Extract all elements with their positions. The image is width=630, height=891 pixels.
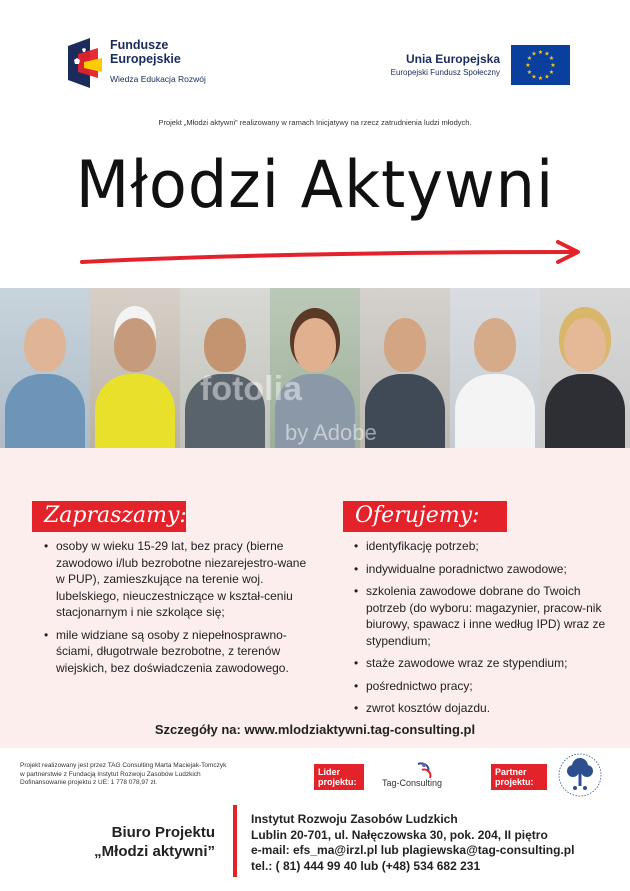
photo-doctor [450,288,540,448]
lider-name: Tag-Consulting [381,778,443,788]
funding-note-line1: Projekt realizowany jest przez TAG Consulting Marta Maciejak-Tomczyk [20,762,227,769]
list-item: • staże zawodowe wraz ze stypendium; [352,655,612,672]
photo-young-man [180,288,270,448]
svg-text:★: ★ [537,75,544,82]
partner-badge-line2: projektu: [495,777,534,787]
offer-list [352,538,612,723]
partner-badge [491,764,547,790]
list-item: • identyfikację potrzeb; [352,538,612,555]
svg-text:★: ★ [544,50,550,58]
fundusze-europejskie-logo [68,38,102,88]
list-item: • osoby w wieku 15-29 lat, bez pracy (bierne zawodowo i/lub bezrobotne niezarejestro-wane w PUP), zamieszkujące na terenie woj. lubelskiego, nieuczestniczące w kształ-ceniu stacjonarnym i nie szkolące się; [42,538,312,621]
funding-note [20,762,280,788]
svg-text:★: ★ [537,49,544,56]
project-note: Projekt „Młodzi aktywni” realizowany w ramach Inicjatywy na rzecz zatrudnienia ludzi młodych. [158,118,472,127]
red-divider [233,805,237,877]
invite-list [42,538,312,682]
list-item: • mile widziane są osoby z niepełnosprawno-ściami, długotrwale bezrobotne, z terenów wiejskich, bez doświadczenia zawodowego. [42,627,312,677]
red-arrow-icon [80,238,585,268]
lider-badge-line1: Lider [318,767,341,777]
address-institute: Instytut Rozwoju Zasobów Ludzkich [251,812,458,826]
photo-worker-helmet [90,288,180,448]
svg-text:★: ★ [548,55,555,62]
photo-blonde-woman [540,288,630,448]
contact-address [251,812,574,874]
funding-note-line3: Dofinansowanie projektu z UE: 1 778 078,97 zł. [20,779,157,786]
address-email[interactable]: e-mail: efs_ma@irzl.pl lub plagiewska@tag-consulting.pl [251,843,575,857]
watermark-fotolia: fotolia [200,370,302,408]
offer-heading: Oferujemy: [343,501,507,532]
svg-text:★: ★ [544,73,550,81]
eu-subtitle: Europejski Fundusz Społeczny [390,68,500,77]
svg-text:★: ★ [548,69,555,76]
svg-text:★: ★ [550,62,556,69]
lider-badge-line2: projektu: [318,777,357,787]
details-link[interactable]: Szczegóły na: www.mlodziaktywni.tag-consulting.pl [154,722,476,737]
institute-tree-logo [555,752,605,798]
list-item: • szkolenia zawodowe dobrane do Twoich potrzeb (do wyboru: magazynier, pracow-nik biurowy, spawacz i inne według IPD) wraz ze stypendium; [352,583,612,649]
photo-woman-tablet [0,288,90,448]
lider-badge [314,764,364,790]
eu-flag-icon [511,45,570,85]
poster-title: Młodzi Aktywni [75,146,555,223]
eu-title: Unia Europejska [405,52,500,66]
office-project-name: „Młodzi aktywni” [94,843,215,860]
list-item: • indywidualne poradnictwo zawodowe; [352,561,612,578]
fe-title-line2: Europejskie [110,52,181,66]
funding-note-line2: w partnerstwie z Fundacją Instytut Rozwoju Zasobów Ludzkich [20,770,201,778]
svg-text:★: ★ [526,69,533,76]
watermark-by-adobe: by Adobe [285,420,377,445]
partner-badge-line1: Partner [495,767,527,777]
svg-text:★: ★ [526,55,533,62]
fe-title [110,38,181,66]
fe-subtitle: Wiedza Edukacja Rozwój [110,74,206,84]
svg-text:★: ★ [525,62,531,69]
list-item: • pośrednictwo pracy; [352,678,612,695]
address-phone[interactable]: tel.: ( 81) 444 99 40 lub (+48) 534 682 231 [251,858,481,873]
office-title: Biuro Projektu [111,824,215,841]
invite-heading: Zapraszamy: [32,501,186,532]
list-item: • zwrot kosztów dojazdu. [352,700,612,717]
svg-text:★: ★ [531,73,537,81]
fe-title-line1: Fundusze [110,38,169,52]
address-street: Lublin 20-701, ul. Nałęczowska 30, pok. 204, II piętro [251,827,548,842]
svg-text:★: ★ [531,50,537,58]
